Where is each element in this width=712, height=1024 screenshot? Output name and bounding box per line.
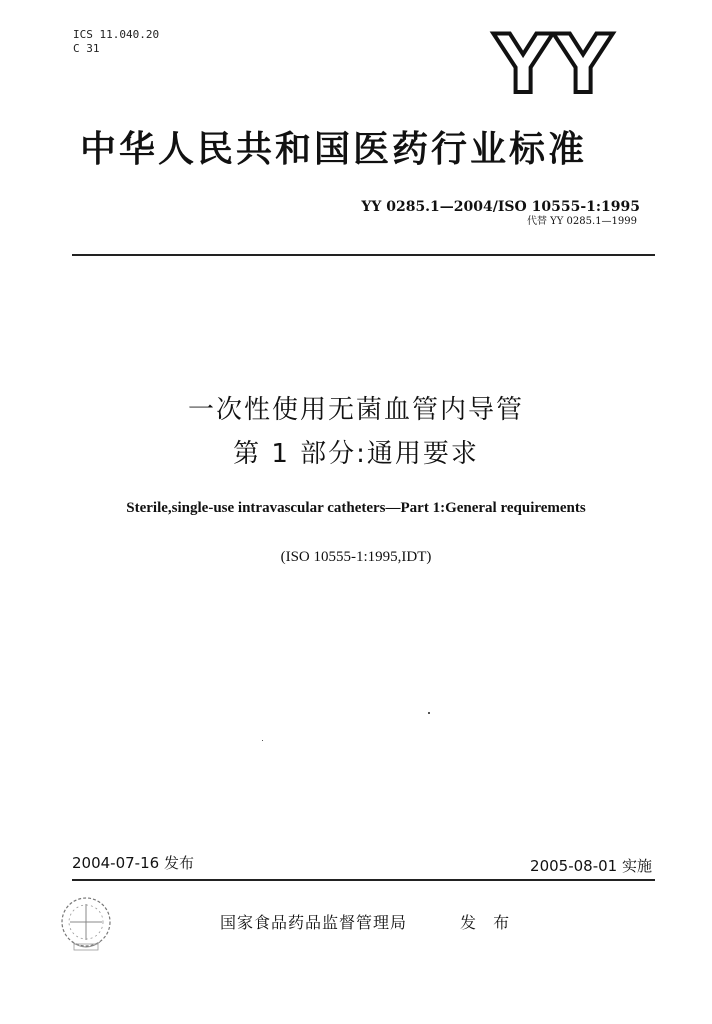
document-title: 一次性使用无菌血管内导管 [187, 395, 524, 425]
bottom-divider [72, 879, 655, 881]
standard-category-title: 中华人民共和国医药行业标准 [80, 129, 588, 170]
standard-number: YY 0285.1—2004/ISO 10555-1:1995 [361, 199, 640, 215]
document-subtitle: 第 1 部分:通用要求 [233, 439, 479, 469]
publication-date: 2004-07-16 发布 [72, 854, 194, 872]
replaces-note: 代替 YY 0285.1—1999 [527, 216, 637, 227]
issue-label: 发 布 [460, 913, 516, 932]
official-stamp-icon [56, 892, 116, 958]
ics-code: ICS 11.040.20 [73, 28, 160, 41]
scan-speck [262, 740, 263, 741]
scan-speck [428, 712, 430, 714]
iso-equivalence: (ISO 10555-1:1995,IDT) [280, 549, 432, 565]
top-divider [72, 254, 655, 256]
classification-codes [73, 28, 159, 56]
standard-mark-logo: YY [494, 18, 614, 111]
issuing-authority: 国家食品药品监督管理局 [220, 913, 408, 932]
english-title: Sterile,single-use intravascular catheters—Part 1:General requirements [126, 500, 586, 516]
ccs-code: C 31 [73, 42, 100, 55]
implementation-date: 2005-08-01 实施 [530, 857, 652, 875]
